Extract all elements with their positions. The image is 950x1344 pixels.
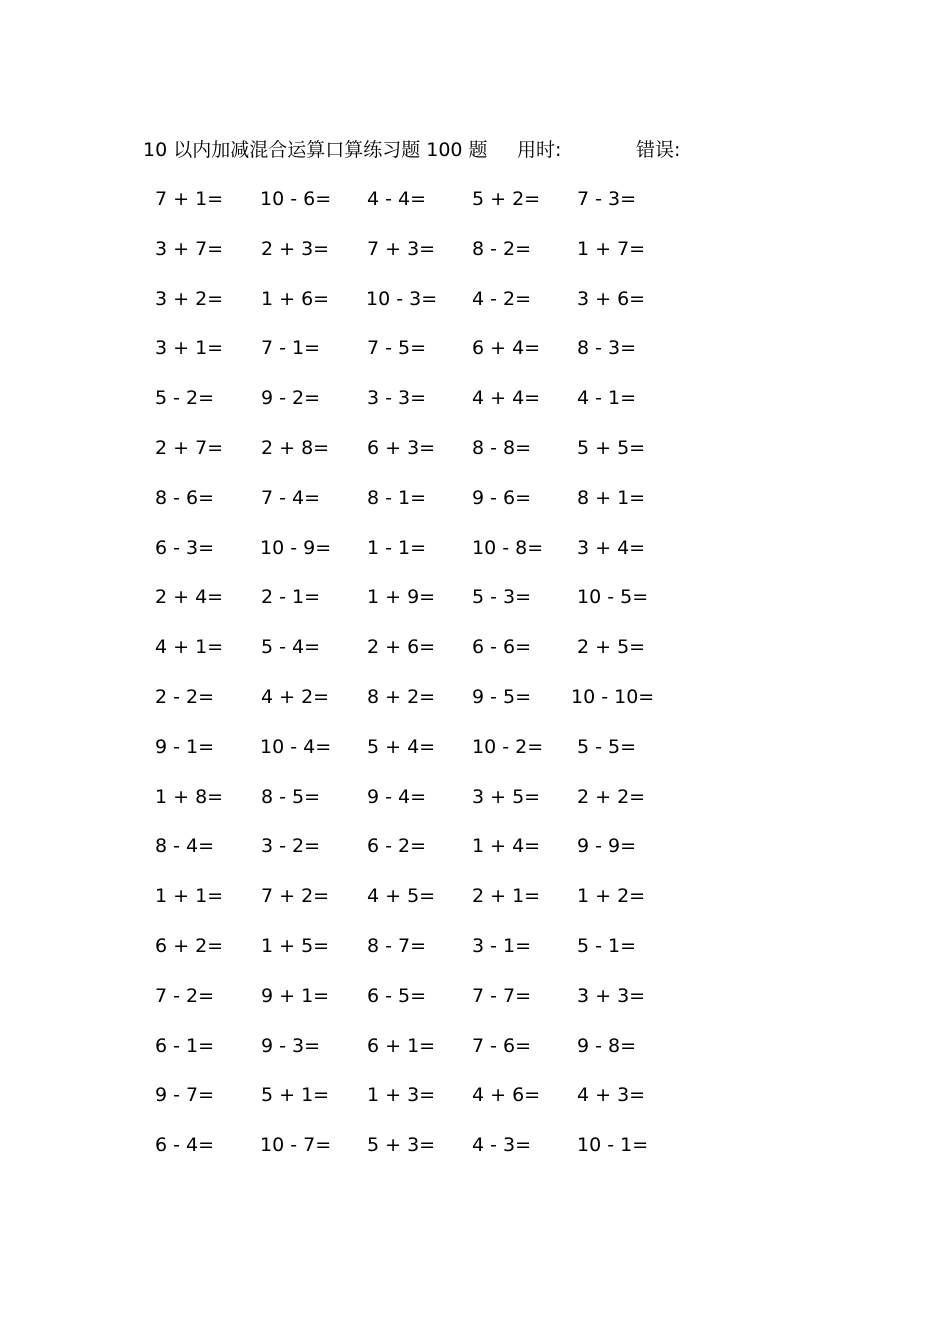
arithmetic-problem: 8 - 7= [367,935,427,957]
arithmetic-problem: 5 + 3= [367,1134,436,1156]
arithmetic-problem: 10 - 5= [577,586,649,608]
arithmetic-problem: 3 + 3= [577,985,646,1007]
arithmetic-problem: 2 + 4= [155,586,224,608]
arithmetic-problem: 2 + 2= [577,786,646,808]
arithmetic-problem: 10 - 7= [260,1134,332,1156]
arithmetic-problem: 10 - 10= [571,686,655,708]
arithmetic-problem: 8 - 1= [367,487,427,509]
arithmetic-problem: 5 - 4= [261,636,321,658]
arithmetic-problem: 8 - 6= [155,487,215,509]
arithmetic-problem: 7 - 5= [367,337,427,359]
arithmetic-problem: 2 - 2= [155,686,215,708]
arithmetic-problem: 6 - 2= [367,835,427,857]
arithmetic-problem: 1 + 2= [577,885,646,907]
arithmetic-problem: 9 - 1= [155,736,215,758]
arithmetic-problem: 5 + 2= [472,188,541,210]
arithmetic-problem: 3 - 3= [367,387,427,409]
arithmetic-problem: 3 - 1= [472,935,532,957]
arithmetic-problem: 1 + 4= [472,835,541,857]
arithmetic-problem: 4 - 2= [472,288,532,310]
arithmetic-problem: 9 - 8= [577,1035,637,1057]
arithmetic-problem: 1 + 5= [261,935,330,957]
arithmetic-problem: 1 + 3= [367,1084,436,1106]
arithmetic-problem: 10 - 6= [260,188,332,210]
arithmetic-problem: 10 - 1= [577,1134,649,1156]
arithmetic-problem: 5 + 4= [367,736,436,758]
arithmetic-problem: 9 - 2= [261,387,321,409]
arithmetic-problem: 3 + 2= [155,288,224,310]
arithmetic-problem: 9 + 1= [261,985,330,1007]
arithmetic-problem: 7 - 2= [155,985,215,1007]
arithmetic-problem: 5 - 5= [577,736,637,758]
arithmetic-problem: 9 - 7= [155,1084,215,1106]
arithmetic-problem: 10 - 2= [472,736,544,758]
arithmetic-problem: 4 + 1= [155,636,224,658]
arithmetic-problem: 10 - 9= [260,537,332,559]
arithmetic-problem: 5 + 5= [577,437,646,459]
arithmetic-problem: 7 - 6= [472,1035,532,1057]
arithmetic-problem: 2 - 1= [261,586,321,608]
arithmetic-problem: 2 + 5= [577,636,646,658]
arithmetic-problem: 2 + 7= [155,437,224,459]
arithmetic-problem: 8 - 8= [472,437,532,459]
arithmetic-problem: 1 + 8= [155,786,224,808]
arithmetic-problem: 7 - 1= [261,337,321,359]
arithmetic-problem: 9 - 9= [577,835,637,857]
arithmetic-problem: 2 + 6= [367,636,436,658]
arithmetic-problem: 8 - 4= [155,835,215,857]
arithmetic-problem: 4 + 2= [261,686,330,708]
arithmetic-problem: 5 - 2= [155,387,215,409]
arithmetic-problem: 1 + 6= [261,288,330,310]
arithmetic-problem: 8 - 2= [472,238,532,260]
arithmetic-problem: 6 - 4= [155,1134,215,1156]
arithmetic-problem: 3 + 1= [155,337,224,359]
arithmetic-problem: 3 + 5= [472,786,541,808]
arithmetic-problem: 4 - 3= [472,1134,532,1156]
error-count-label: 错误: [636,139,681,161]
arithmetic-problem: 6 - 1= [155,1035,215,1057]
time-used-label: 用时: [517,139,562,161]
arithmetic-problem: 8 + 1= [577,487,646,509]
arithmetic-problem: 4 - 4= [367,188,427,210]
arithmetic-problem: 9 - 4= [367,786,427,808]
arithmetic-problem: 1 + 9= [367,586,436,608]
arithmetic-problem: 3 - 2= [261,835,321,857]
arithmetic-problem: 9 - 3= [261,1035,321,1057]
arithmetic-problem: 3 + 7= [155,238,224,260]
arithmetic-problem: 7 + 2= [261,885,330,907]
worksheet-title: 10 以内加减混合运算口算练习题 100 题 [143,139,488,161]
arithmetic-problem: 10 - 8= [472,537,544,559]
arithmetic-problem: 10 - 4= [260,736,332,758]
arithmetic-problem: 6 - 5= [367,985,427,1007]
arithmetic-problem: 9 - 6= [472,487,532,509]
arithmetic-problem: 2 + 8= [261,437,330,459]
arithmetic-problem: 7 - 4= [261,487,321,509]
arithmetic-problem: 6 + 1= [367,1035,436,1057]
arithmetic-problem: 7 - 3= [577,188,637,210]
arithmetic-problem: 5 - 3= [472,586,532,608]
arithmetic-problem: 1 + 1= [155,885,224,907]
arithmetic-problem: 7 + 3= [367,238,436,260]
arithmetic-problem: 5 + 1= [261,1084,330,1106]
arithmetic-problem: 8 - 5= [261,786,321,808]
arithmetic-problem: 6 - 6= [472,636,532,658]
arithmetic-problem: 6 + 3= [367,437,436,459]
arithmetic-problem: 4 + 3= [577,1084,646,1106]
arithmetic-problem: 5 - 1= [577,935,637,957]
arithmetic-problem: 6 - 3= [155,537,215,559]
arithmetic-problem: 4 + 5= [367,885,436,907]
arithmetic-problem: 8 - 3= [577,337,637,359]
arithmetic-problem: 8 + 2= [367,686,436,708]
arithmetic-problem: 4 + 4= [472,387,541,409]
arithmetic-problem: 2 + 3= [261,238,330,260]
arithmetic-problem: 1 + 7= [577,238,646,260]
arithmetic-problem: 1 - 1= [367,537,427,559]
arithmetic-problem: 9 - 5= [472,686,532,708]
arithmetic-problem: 3 + 4= [577,537,646,559]
arithmetic-problem: 4 + 6= [472,1084,541,1106]
arithmetic-problem: 4 - 1= [577,387,637,409]
arithmetic-problem: 7 + 1= [155,188,224,210]
arithmetic-problem: 3 + 6= [577,288,646,310]
arithmetic-problem: 2 + 1= [472,885,541,907]
arithmetic-problem: 6 + 2= [155,935,224,957]
arithmetic-problem: 7 - 7= [472,985,532,1007]
arithmetic-problem: 6 + 4= [472,337,541,359]
arithmetic-problem: 10 - 3= [366,288,438,310]
